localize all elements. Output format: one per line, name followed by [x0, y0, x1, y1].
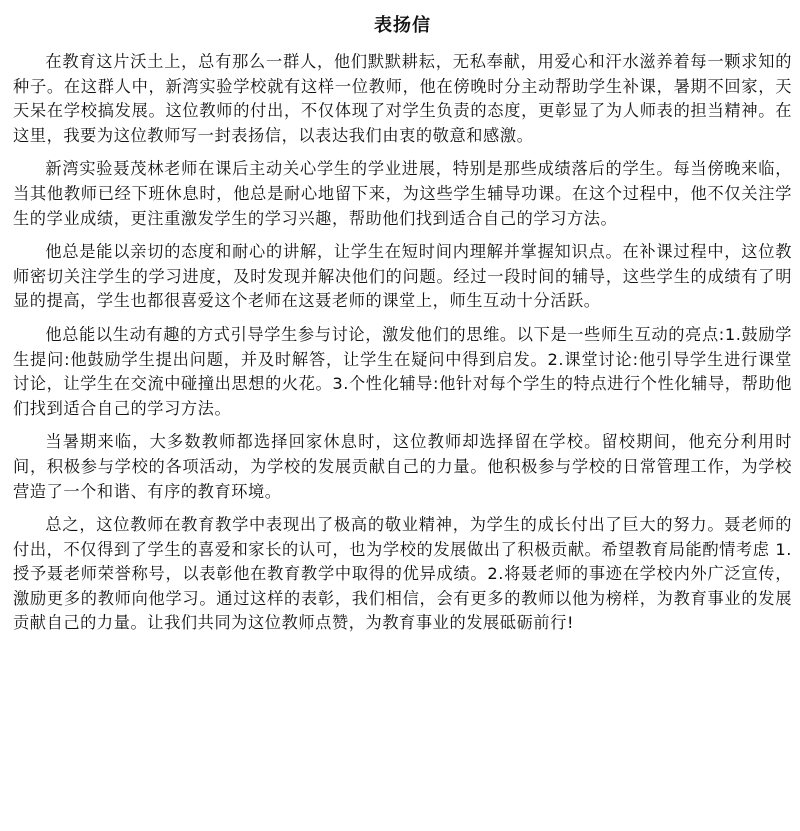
paragraph-3: 他总是能以亲切的态度和耐心的讲解，让学生在短时间内理解并掌握知识点。在补课过程中，这位教师密切关注学生的学习进度，及时发现并解决他们的问题。经过一段时间的辅导，这些学生的成绩有了明显的提高，学生也都很喜爱这个老师在这聂老师的课堂上，师生互动十分活跃。 — [13, 242, 792, 311]
document-title: 表扬信 — [374, 15, 431, 36]
paragraph-1: 在教育这片沃土上，总有那么一群人，他们默默耕耘，无私奉献，用爱心和汗水滋养着每一颗求知的种子。在这群人中，新湾实验学校就有这样一位教师，他在傍晚时分主动帮助学生补课，暑期不回家，天天呆在学校搞发展。这位教师的付出，不仅体现了对学生负责的态度，更彰显了为人师表的担当精神。在这里，我要为这位教师写一封表扬信，以表达我们由衷的敬意和感激。 — [13, 52, 792, 145]
paragraph-6: 总之，这位教师在教育教学中表现出了极高的敬业精神，为学生的成长付出了巨大的努力。聂老师的付出，不仅得到了学生的喜爱和家长的认可，也为学校的发展做出了积极贡献。希望教育局能酌情考虑 1.授予聂老师荣誉称号，以表彰他在教育教学中取得的优异成绩。2.将聂老师的事迹在学校内外广泛宣传，激励更多的教师向他学习。通过这样的表彰，我们相信，会有更多的教师以他为榜样，为教育事业的发展贡献自己的力量。让我们共同为这位教师点赞，为教育事业的发展砥砺前行! — [13, 515, 792, 633]
paragraph-4: 他总能以生动有趣的方式引导学生参与讨论，激发他们的思维。以下是一些师生互动的亮点:1.鼓励学生提问:他鼓励学生提出问题，并及时解答，让学生在疑问中得到启发。2.课堂讨论:他引导学生进行课堂讨论，让学生在交流中碰撞出思想的火花。3.个性化辅导:他针对每个学生的特点进行个性化辅导，帮助他们找到适合自己的学习方法。 — [13, 324, 792, 418]
paragraph-5: 当暑期来临，大多数教师都选择回家休息时，这位教师却选择留在学校。留校期间，他充分利用时间，积极参与学校的各项活动，为学校的发展贡献自己的力量。他积极参与学校的日常管理工作，为学校营造了一个和谐、有序的教育环境。 — [13, 432, 792, 501]
letter-body — [13, 50, 792, 636]
paragraph-2: 新湾实验聂茂林老师在课后主动关心学生的学业进展，特别是那些成绩落后的学生。每当傍晚来临，当其他教师已经下班休息时，他总是耐心地留下来，为这些学生辅导功课。在这个过程中，他不仅关注学生的学业成绩，更注重激发学生的学习兴趣，帮助他们找到适合自己的学习方法。 — [13, 159, 792, 228]
